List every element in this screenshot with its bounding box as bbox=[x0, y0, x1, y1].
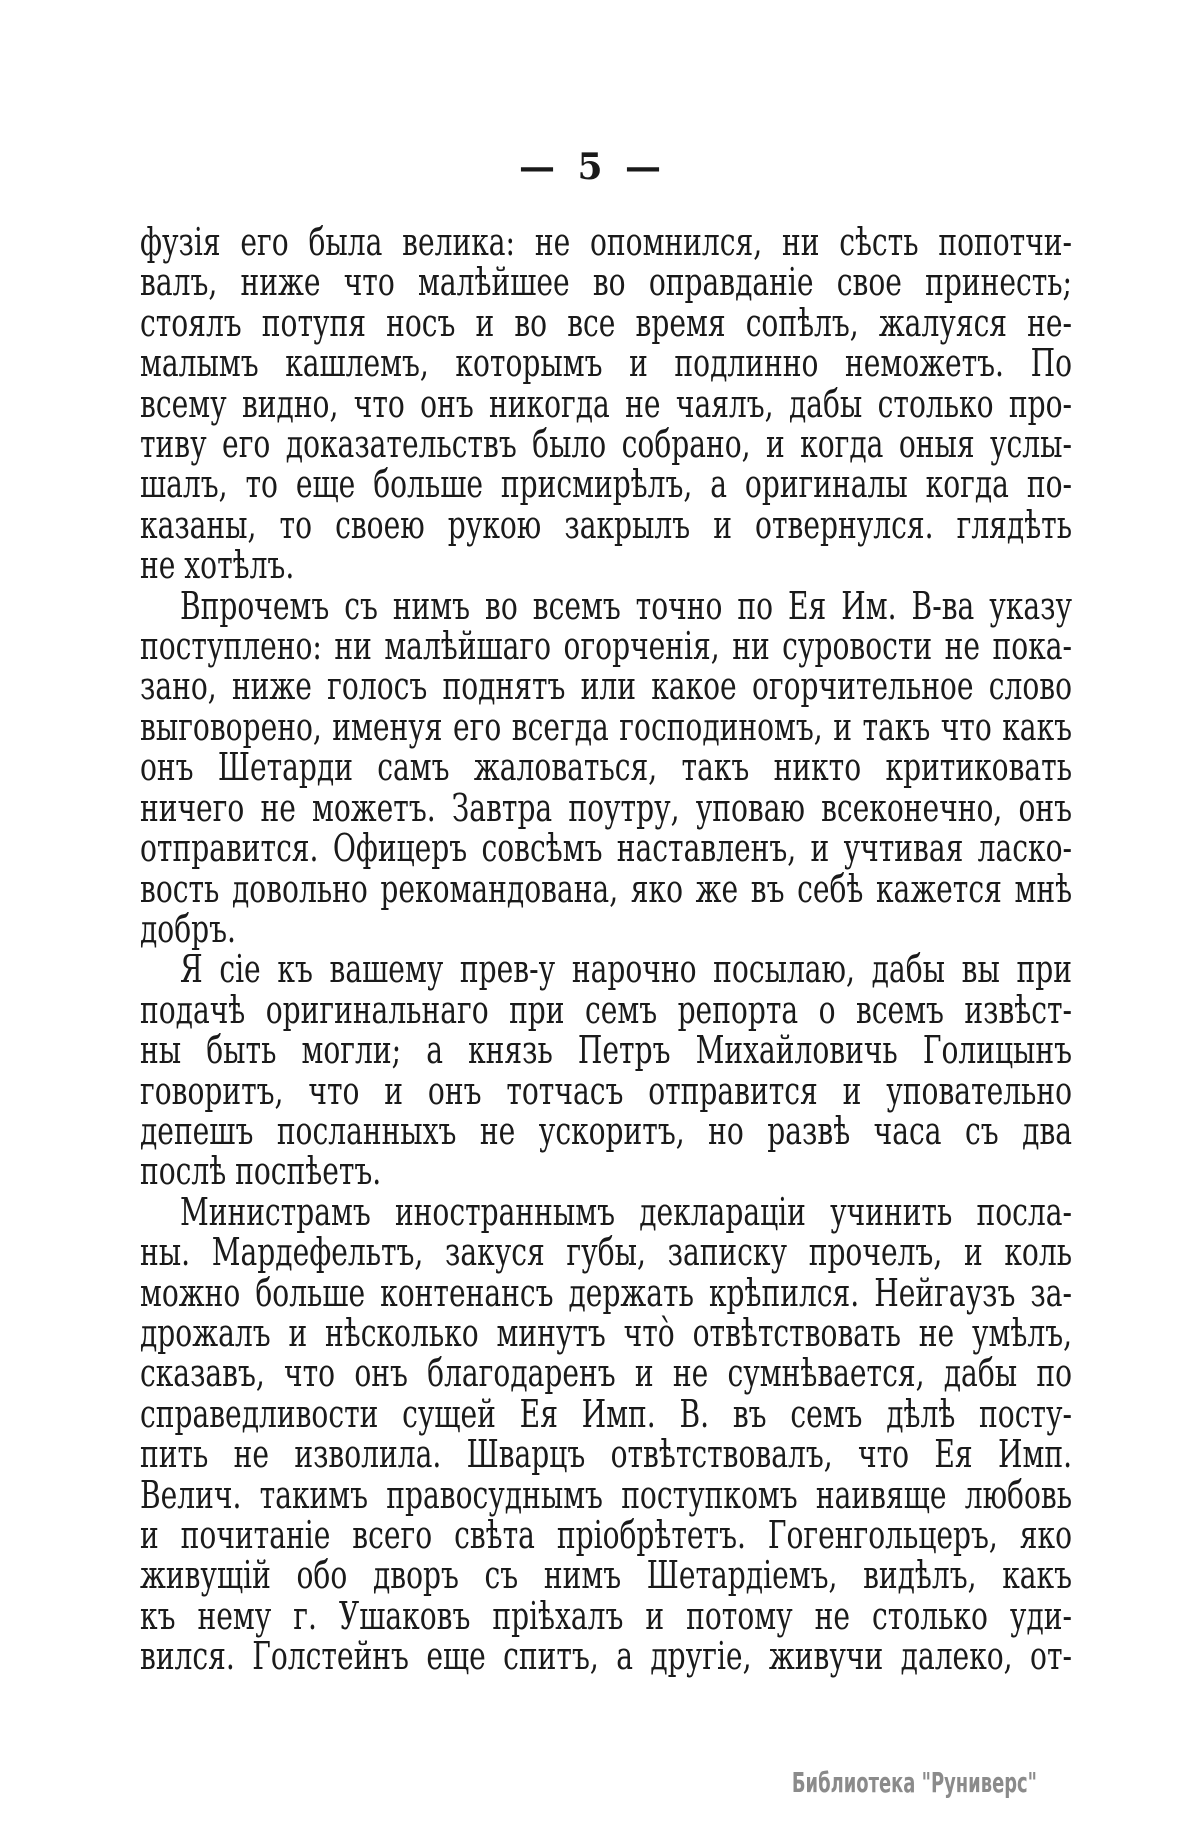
library-watermark: Библиотека "Руниверс" bbox=[791, 1766, 1037, 1799]
text-line: можно больше контенансъ держать крѣпился. Нейгаузъ за- bbox=[140, 1270, 1073, 1315]
text-line: пить не изволила. Шварцъ отвѣтствовалъ, что Ея Имп. bbox=[140, 1432, 1073, 1477]
page-text bbox=[140, 222, 1072, 1677]
text-line: ничего не можетъ. Завтра поутру, уповаю всеконечно, онъ bbox=[140, 785, 1073, 830]
text-line: Велич. такимъ правосуднымъ поступкомъ наивяще любовь bbox=[140, 1472, 1073, 1517]
text-line: говоритъ, что и онъ тотчасъ отправится и уповательно bbox=[140, 1068, 1073, 1113]
text-line: живущій обо дворъ съ нимъ Шетардіемъ, видѣлъ, какъ bbox=[140, 1553, 1073, 1598]
text-line: Я сіе къ вашему прев-у нарочно посылаю, дабы вы при bbox=[179, 947, 1073, 992]
text-line: шалъ, то еще больше присмирѣлъ, а оригиналы когда по- bbox=[140, 462, 1073, 507]
text-line: не хотѣлъ. bbox=[140, 543, 295, 588]
text-line: зано, ниже голосъ поднятъ или какое огорчительное слово bbox=[140, 664, 1073, 709]
text-line: всему видно, что онъ никогда не чаялъ, дабы столько про- bbox=[140, 381, 1073, 426]
text-line: Впрочемъ съ нимъ во всемъ точно по Ея Им. В-ва указу bbox=[179, 583, 1073, 628]
text-line: справедливости сущей Ея Имп. В. въ семъ дѣлѣ посту- bbox=[140, 1391, 1073, 1436]
text-line: послѣ поспѣетъ. bbox=[140, 1149, 382, 1194]
text-line: поступлено: ни малѣйшаго огорченія, ни суровости не пока- bbox=[140, 624, 1073, 669]
text-line: дрожалъ и нѣсколько минутъ что̀ отвѣтствовать не умѣлъ, bbox=[140, 1310, 1073, 1355]
text-line: выговорено, именуя его всегда господиномъ, и такъ что какъ bbox=[140, 704, 1073, 749]
text-line: тиву его доказательствъ было собрано, и когда оныя услы- bbox=[140, 422, 1073, 467]
text-line: валъ, ниже что малѣйшее во оправданіе свое принесть; bbox=[140, 260, 1073, 305]
text-line: Министрамъ иностраннымъ деклараціи учинить посла- bbox=[179, 1189, 1073, 1234]
text-line: онъ Шетарди самъ жаловаться, такъ никто критиковать bbox=[140, 745, 1073, 790]
text-line: добръ. bbox=[140, 906, 236, 951]
text-line: малымъ кашлемъ, которымъ и подлинно неможетъ. По bbox=[140, 341, 1073, 386]
text-line: казаны, то своею рукою закрылъ и отвернулся. глядѣть bbox=[140, 502, 1073, 547]
text-line: депешъ посланныхъ не ускоритъ, но развѣ часа съ два bbox=[140, 1108, 1073, 1153]
text-line: ны. Мардефельтъ, закуся губы, записку прочелъ, и коль bbox=[140, 1230, 1073, 1275]
text-line: и почитаніе всего свѣта пріобрѣтетъ. Гогенгольцеръ, яко bbox=[140, 1513, 1073, 1557]
text-line: фузія его была велика: не опомнился, ни сѣсть попотчи- bbox=[140, 220, 1073, 264]
page-number: — 5 — bbox=[518, 146, 662, 188]
text-line: къ нему г. Ушаковъ пріѣхалъ и потому не столько уди- bbox=[140, 1593, 1073, 1638]
text-line: вился. Голстейнъ еще спитъ, а другіе, живучи далеко, от- bbox=[140, 1634, 1073, 1679]
text-line: отправится. Офицеръ совсѣмъ наставленъ, и учтивая ласко- bbox=[140, 826, 1073, 871]
text-line: стоялъ потупя носъ и во все время сопѣлъ, жалуяся не- bbox=[140, 300, 1073, 345]
text-line: сказавъ, что онъ благодаренъ и не сумнѣвается, дабы по bbox=[140, 1351, 1073, 1396]
text-line: вость довольно рекомандована, яко же въ себѣ кажется мнѣ bbox=[140, 866, 1073, 911]
text-line: подачѣ оригинальнаго при семъ репорта о всемъ извѣст- bbox=[140, 987, 1073, 1032]
text-line: ны быть могли; а князь Петръ Михайловичь Голицынъ bbox=[140, 1028, 1073, 1073]
